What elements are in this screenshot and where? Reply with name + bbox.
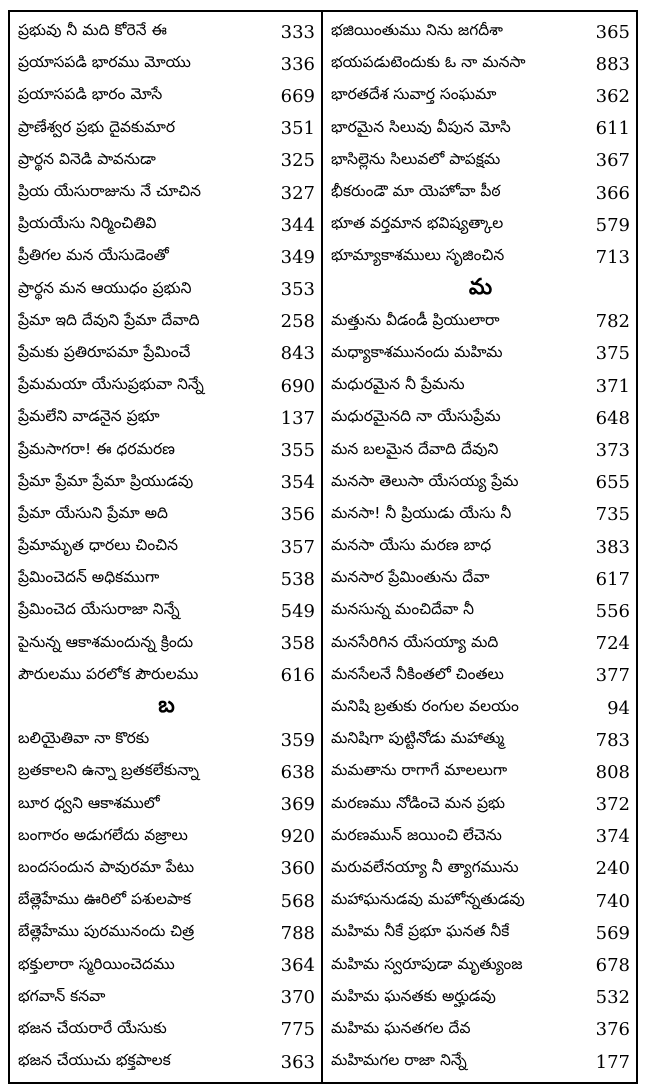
- song-title: ప్రాణేశ్వర ప్రభు దైవకుమార: [18, 117, 176, 136]
- song-title: ప్రేమించెదన్ అధికముగా: [18, 568, 160, 587]
- song-number: 655: [595, 472, 630, 494]
- index-entry: [323, 80, 636, 112]
- song-title: పైనున్న ఆకాశమందున్న క్రిందు: [18, 632, 194, 651]
- song-number: 359: [280, 729, 315, 751]
- index-entry: [10, 499, 321, 531]
- song-title: మహిమ నీకే ప్రభూ ఘనత నీకే: [331, 922, 510, 941]
- song-number: 678: [595, 955, 630, 977]
- song-index-page: [8, 10, 638, 1084]
- song-number: 843: [280, 343, 315, 365]
- song-number: 538: [280, 568, 315, 590]
- index-entry: [323, 853, 636, 885]
- song-number: 569: [595, 922, 630, 944]
- index-entry: [323, 306, 636, 338]
- song-number: 549: [280, 600, 315, 622]
- song-number: 369: [280, 794, 315, 816]
- song-number: 357: [280, 536, 315, 558]
- index-entry: [323, 434, 636, 466]
- song-title: ప్రేమకు ప్రతిరూపమా ప్రేమించే: [18, 342, 191, 361]
- song-number: 333: [280, 21, 315, 43]
- song-number: 783: [595, 729, 630, 751]
- index-entry: [323, 789, 636, 821]
- song-title: మనసున్న మంచిదేవా నీ: [331, 600, 475, 619]
- index-entry: [10, 1046, 321, 1078]
- song-title: మరణమున్ జయించి లేచెను: [331, 825, 502, 844]
- index-entry: [10, 338, 321, 370]
- index-entry: [323, 499, 636, 531]
- left-column: [10, 12, 323, 1082]
- index-entry: [10, 113, 321, 145]
- song-number: 724: [595, 633, 630, 655]
- index-entry: [10, 628, 321, 660]
- section-header: [323, 274, 636, 306]
- song-title: మనసేలనే నీకింతలో చింతలు: [331, 664, 504, 683]
- index-entry: [10, 370, 321, 402]
- song-title: ప్రీతిగల మన యేసుడెంతో: [18, 246, 169, 265]
- song-number: 371: [595, 375, 630, 397]
- index-entry: [323, 145, 636, 177]
- song-title: ప్రేమా ఇది దేవుని ప్రేమా దేవాది: [18, 310, 200, 329]
- song-number: 349: [280, 246, 315, 268]
- index-entry: [323, 209, 636, 241]
- index-entry: [323, 370, 636, 402]
- song-number: 376: [595, 1019, 630, 1041]
- index-entry: [323, 660, 636, 692]
- song-title: మరణము నోడించె మన ప్రభు: [331, 793, 506, 812]
- song-number: 360: [280, 858, 315, 880]
- song-number: 611: [595, 118, 630, 140]
- song-number: 355: [280, 440, 315, 462]
- index-entry: [10, 145, 321, 177]
- song-number: 258: [280, 311, 315, 333]
- song-title: ప్రేమామృత ధారలు చించిన: [18, 536, 178, 555]
- song-title: ప్రార్థన మన ఆయుధం ప్రభుని: [18, 278, 192, 297]
- song-number: 370: [280, 987, 315, 1009]
- song-title: బలియైతివా నా కొరకు: [18, 729, 150, 748]
- song-title: మరువలేనయ్యా నీ త్యాగమును: [331, 857, 519, 876]
- song-title: ప్రియ యేసురాజును నే చూచిన: [18, 182, 201, 201]
- song-number: 356: [280, 504, 315, 526]
- song-number: 353: [280, 279, 315, 301]
- song-title: మనిషిగా పుట్టినోడు మహాత్ము: [331, 729, 505, 748]
- song-number: 616: [280, 665, 315, 687]
- index-entry: [10, 595, 321, 627]
- index-entry: [323, 821, 636, 853]
- index-entry: [323, 982, 636, 1014]
- index-entry: [323, 756, 636, 788]
- index-entry: [323, 177, 636, 209]
- song-title: ప్రయాసపడి భారము మోయు: [18, 53, 191, 72]
- song-title: మనసేరిగిన యేసయ్యా మది: [331, 632, 499, 651]
- song-title: మనిషి బ్రతుకు రంగుల వలయం: [331, 697, 519, 716]
- index-entry: [10, 885, 321, 917]
- song-number: 556: [595, 600, 630, 622]
- song-number: 782: [595, 311, 630, 333]
- index-entry: [10, 80, 321, 112]
- right-column: [323, 12, 636, 1082]
- index-entry: [10, 949, 321, 981]
- song-title: మధురమైన నీ ప్రేమను: [331, 375, 465, 394]
- index-entry: [323, 467, 636, 499]
- index-entry: [323, 724, 636, 756]
- song-title: భూమ్యాకాశములు సృజించిన: [331, 246, 505, 265]
- song-number: 94: [607, 697, 630, 719]
- song-number: 344: [280, 214, 315, 236]
- song-title: భూత వర్తమాన భవిష్యత్కాల: [331, 214, 504, 233]
- song-title: మహిమ స్వరూపుడా మృత్యుంజ: [331, 954, 523, 973]
- song-number: 788: [280, 922, 315, 944]
- song-title: ప్రేమమయా యేసుప్రభువా నిన్నే: [18, 375, 204, 394]
- song-title: భజన చేయుచు భక్తపాలక: [18, 1051, 171, 1070]
- song-title: పౌరులము పరలోక పౌరులము: [18, 664, 199, 683]
- index-entry: [323, 402, 636, 434]
- song-title: భాసిల్లెను సిలువలో పాపక్షమ: [331, 149, 501, 168]
- index-entry: [323, 113, 636, 145]
- song-number: 920: [280, 826, 315, 848]
- index-entry: [323, 949, 636, 981]
- song-title: భీకరుండౌ మా యెహోవా పీఠ: [331, 182, 501, 201]
- index-entry: [10, 853, 321, 885]
- song-title: ప్రేమా యేసుని ప్రేమా అది: [18, 503, 168, 522]
- song-title: భజియింతుము నిను జగదీశా: [331, 21, 503, 40]
- song-number: 362: [595, 85, 630, 107]
- song-number: 532: [595, 987, 630, 1009]
- song-number: 325: [280, 150, 315, 172]
- song-number: 568: [280, 890, 315, 912]
- index-entry: [10, 306, 321, 338]
- song-number: 240: [595, 858, 630, 880]
- song-number: 808: [595, 761, 630, 783]
- song-title: బందసందున పావురమా పేటు: [18, 857, 195, 876]
- index-entry: [10, 917, 321, 949]
- song-title: భజన చేయరారే యేసుకు: [18, 1018, 167, 1037]
- index-entry: [10, 48, 321, 80]
- index-entry: [10, 531, 321, 563]
- song-title: మనసా! నీ ప్రియుడు యేసు నీ: [331, 503, 512, 522]
- index-entry: [10, 660, 321, 692]
- index-entry: [10, 209, 321, 241]
- index-entry: [323, 1014, 636, 1046]
- song-number: 177: [595, 1051, 630, 1073]
- song-title: మనసా యేసు మరణ బాధ: [331, 536, 492, 555]
- index-entry: [323, 885, 636, 917]
- index-entry: [10, 467, 321, 499]
- song-number: 579: [595, 214, 630, 236]
- song-number: 775: [280, 1019, 315, 1041]
- song-title: ప్రియయేసు నిర్మించితివి: [18, 214, 157, 233]
- song-number: 366: [595, 182, 630, 204]
- song-title: మహిమ ఘనతగల దేవ: [331, 1018, 471, 1037]
- index-entry: [323, 338, 636, 370]
- song-number: 690: [280, 375, 315, 397]
- song-number: 648: [595, 407, 630, 429]
- index-entry: [323, 1046, 636, 1078]
- song-number: 358: [280, 633, 315, 655]
- song-number: 713: [595, 246, 630, 268]
- song-number: 740: [595, 890, 630, 912]
- song-title: ప్రేమించెద యేసురాజా నిన్నే: [18, 600, 180, 619]
- index-entry: [323, 917, 636, 949]
- song-number: 669: [280, 85, 315, 107]
- index-entry: [323, 16, 636, 48]
- index-entry: [10, 274, 321, 306]
- song-title: మహిమ ఘనతకు అర్హుడవు: [331, 986, 496, 1005]
- index-entry: [323, 531, 636, 563]
- index-entry: [10, 1014, 321, 1046]
- song-title: బేత్లెహేము పురమునందు చిత్ర: [18, 922, 195, 941]
- song-number: 375: [595, 343, 630, 365]
- song-number: 374: [595, 826, 630, 848]
- song-title: భగవాన్ కనవా: [18, 986, 106, 1005]
- song-title: బంగారం అడుగలేదు వజ్రాలు: [18, 825, 188, 844]
- song-number: 883: [595, 53, 630, 75]
- song-title: బూర ధ్వని ఆకాశములో: [18, 793, 160, 812]
- index-entry: [10, 177, 321, 209]
- song-number: 638: [280, 761, 315, 783]
- song-title: మనసా తెలుసా యేసయ్య ప్రేమ: [331, 471, 519, 490]
- index-entry: [10, 241, 321, 273]
- song-title: మహిమగల రాజా నిన్నే: [331, 1051, 467, 1070]
- index-entry: [323, 595, 636, 627]
- song-title: మధురమైనది నా యేసుప్రేమ: [331, 407, 501, 426]
- song-title: భారమైన సిలువు వీపున మోసి: [331, 117, 511, 136]
- section-header: [10, 692, 321, 724]
- index-entry: [10, 402, 321, 434]
- song-number: 363: [280, 1051, 315, 1073]
- index-entry: [10, 821, 321, 853]
- song-title: బ్రతకాలని ఉన్నా బ్రతకలేకున్నా: [18, 761, 199, 780]
- song-number: 373: [595, 440, 630, 462]
- song-title: మమతాను రాగాగే మాలలుగా: [331, 761, 508, 780]
- index-entry: [10, 789, 321, 821]
- song-number: 364: [280, 955, 315, 977]
- index-entry: [10, 434, 321, 466]
- song-title: మనసార ప్రేమింతును దేవా: [331, 568, 490, 587]
- song-number: 383: [595, 536, 630, 558]
- song-title: ప్రేమలేని వాడనైన ప్రభూ: [18, 407, 160, 426]
- song-number: 735: [595, 504, 630, 526]
- song-title: ప్రేమసాగరా! ఈ ధరమరణ: [18, 439, 175, 458]
- index-entry: [323, 241, 636, 273]
- song-title: బేత్లెహేము ఊరిలో పశులపాక: [18, 890, 192, 909]
- index-entry: [10, 724, 321, 756]
- song-number: 377: [595, 665, 630, 687]
- song-number: 365: [595, 21, 630, 43]
- song-number: 351: [280, 118, 315, 140]
- song-number: 617: [595, 568, 630, 590]
- song-number: 372: [595, 794, 630, 816]
- song-title: ప్రయాసపడి భారం మోసే: [18, 85, 163, 104]
- index-entry: [10, 16, 321, 48]
- index-entry: [10, 982, 321, 1014]
- song-title: భక్తులారా స్మరియించెదము: [18, 954, 175, 973]
- section-letter: బ: [158, 693, 175, 719]
- song-title: మధ్యాకాశమునందు మహిమ: [331, 342, 503, 361]
- index-entry: [323, 628, 636, 660]
- song-title: మహాఘనుడవు మహోన్నతుడవు: [331, 890, 525, 909]
- song-title: ప్రభువు నీ మది కోరెనే ఈ: [18, 21, 167, 40]
- index-entry: [323, 563, 636, 595]
- song-title: ప్రార్థన వినెడి పావనుడా: [18, 149, 156, 168]
- song-number: 354: [280, 472, 315, 494]
- song-title: ప్రేమా ప్రేమా ప్రేమా ప్రియుడవు: [18, 471, 194, 490]
- song-number: 327: [280, 182, 315, 204]
- song-number: 336: [280, 53, 315, 75]
- song-title: మత్తును వీడండీ ప్రియులారా: [331, 310, 500, 329]
- song-number: 367: [595, 150, 630, 172]
- section-letter: మ: [468, 274, 493, 300]
- index-entry: [323, 692, 636, 724]
- song-number: 137: [280, 407, 315, 429]
- index-entry: [323, 48, 636, 80]
- song-title: మన బలమైన దేవాది దేవుని: [331, 439, 499, 458]
- index-entry: [10, 563, 321, 595]
- index-entry: [10, 756, 321, 788]
- song-title: భయపడుటెందుకు ఓ నా మనసా: [331, 53, 526, 72]
- song-title: భారతదేశ సువార్త సంఘమా: [331, 85, 497, 104]
